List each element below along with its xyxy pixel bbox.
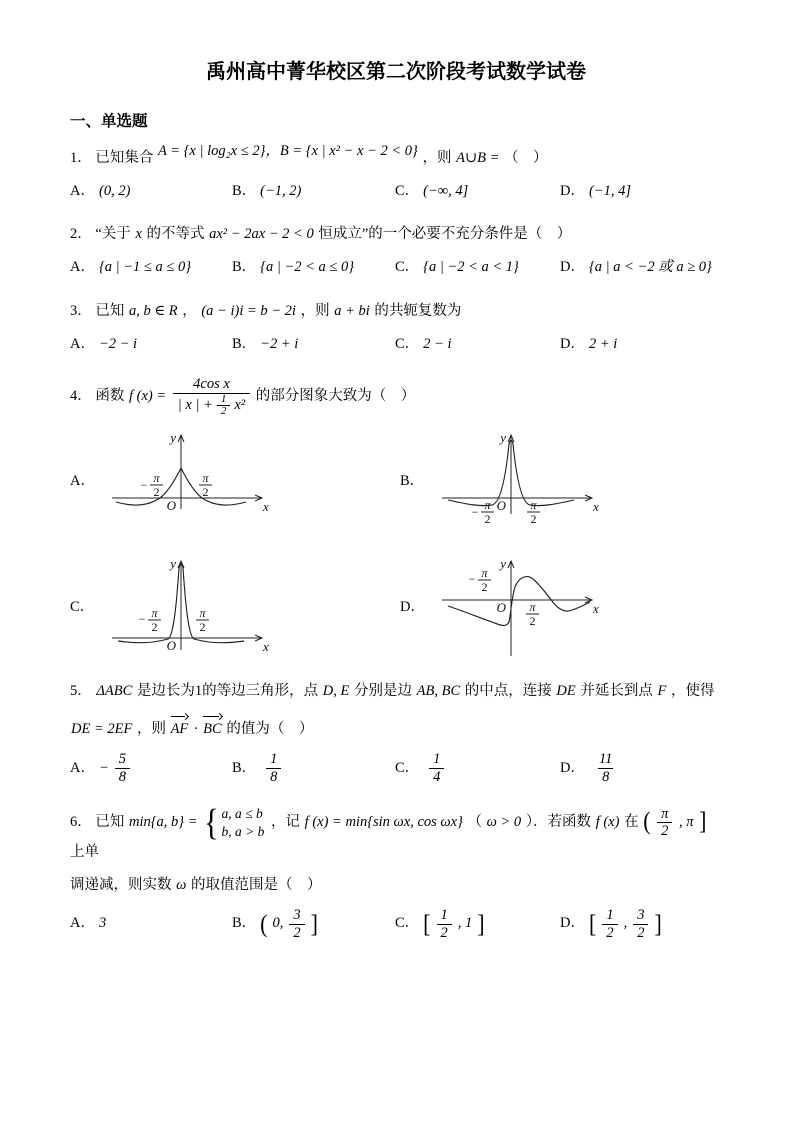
question-text: ，则 xyxy=(300,302,330,319)
tick-two: 2 xyxy=(202,484,209,499)
interval-close-bracket: ] xyxy=(699,806,707,836)
question-text: 分别是边 xyxy=(354,682,412,699)
tick-two: 2 xyxy=(153,484,160,499)
option-fraction xyxy=(115,751,130,785)
origin-label: O xyxy=(496,497,506,513)
open-bracket: [ xyxy=(588,909,597,938)
question-3 xyxy=(70,300,722,323)
option-label: D． xyxy=(560,335,585,352)
question-2 xyxy=(70,223,722,246)
q1-option-b xyxy=(232,180,395,203)
question-text: ，则 xyxy=(136,720,166,737)
question-number: 5． xyxy=(70,682,92,699)
cases-brace: { xyxy=(204,801,219,843)
question-text: ，则 xyxy=(422,149,452,166)
page-title: 禹州高中菁华校区第二次阶段考试数学试卷 xyxy=(206,61,586,83)
tick-pi: π xyxy=(153,470,160,485)
fraction-denominator: 2 xyxy=(602,924,617,942)
q4-half-den: 2 xyxy=(217,405,231,418)
option-value: {a | −1 ≤ a ≤ 0} xyxy=(98,259,192,276)
question-text: 的取值范围是（ ） xyxy=(191,876,322,893)
q3-target: a + bi xyxy=(334,302,370,319)
fraction-numerator: 1 xyxy=(270,751,278,768)
origin-label: O xyxy=(496,599,506,615)
x-axis-label: x xyxy=(593,600,599,616)
q4-fraction xyxy=(173,376,250,418)
option-value: (−∞, 4] xyxy=(423,182,469,199)
tick-pi: π xyxy=(481,565,488,580)
option-value: 2 + i xyxy=(588,335,618,352)
question-text: “关于 xyxy=(95,226,131,243)
q3-given: a, b ∈ R xyxy=(129,302,178,319)
q5-option-d xyxy=(560,751,722,785)
case-top: a, a ≤ b xyxy=(221,806,263,822)
fraction-denominator: 8 xyxy=(115,768,130,786)
q6-options xyxy=(70,907,722,941)
option-label: B． xyxy=(232,915,257,932)
q1-option-c xyxy=(395,180,560,203)
q5-option-a xyxy=(70,751,232,785)
tick-pi: π xyxy=(202,470,209,485)
q4-den-xsq: x² xyxy=(234,397,246,414)
option-fraction xyxy=(595,751,616,785)
fraction-denominator: 2 xyxy=(437,924,452,942)
option-mid: , xyxy=(623,915,628,932)
option-label: C． xyxy=(395,759,420,776)
q4-graphs xyxy=(70,426,722,664)
fraction-numerator: 1 xyxy=(606,906,614,923)
question-text: 的中点，连接 xyxy=(464,682,552,699)
y-axis-label: y xyxy=(500,555,506,571)
q5-option-c xyxy=(395,751,560,785)
fraction-denominator: 2 xyxy=(289,924,304,942)
question-4 xyxy=(70,376,722,418)
option-label: C． xyxy=(395,335,420,352)
option-pre: 0, xyxy=(272,915,284,932)
x-axis-label: x xyxy=(263,638,269,654)
tick-pi: π xyxy=(199,605,206,620)
option-value: {a | a < −2 或 a ≥ 0} xyxy=(588,259,712,276)
q4-fx: f (x) = xyxy=(129,388,167,405)
option-label: C． xyxy=(395,182,420,199)
q5-equation: DE = 2EF xyxy=(71,720,133,737)
graph-c xyxy=(106,552,271,664)
tick-two: 2 xyxy=(151,619,158,634)
option-label: B． xyxy=(232,335,257,352)
section-header: 一、单选题 xyxy=(70,113,148,130)
q5-option-b xyxy=(232,751,395,785)
tick-two: 2 xyxy=(530,511,537,526)
option-fraction xyxy=(289,907,304,941)
question-number: 1． xyxy=(70,149,92,166)
q6-min-def: min{a, b} = xyxy=(129,814,198,831)
q6-fx: f (x) xyxy=(595,814,620,831)
q3-option-a xyxy=(70,333,232,356)
tick-two: 2 xyxy=(529,613,536,628)
open-bracket: [ xyxy=(423,909,431,938)
q1-option-d xyxy=(560,180,722,203)
fraction-numerator: 1 xyxy=(433,751,441,768)
q4-den-abs: | x | + xyxy=(177,397,213,414)
q2-var-x: x xyxy=(135,226,142,243)
question-text: ，使得 xyxy=(670,682,715,699)
q2-option-b xyxy=(232,256,395,279)
option-label: B． xyxy=(232,759,257,776)
q6-option-b xyxy=(232,907,395,941)
tick-two: 2 xyxy=(484,511,491,526)
vector-bc: BC xyxy=(203,718,222,741)
close-bracket: ] xyxy=(654,909,662,938)
question-text: 的共轭复数为 xyxy=(374,302,462,319)
option-value: −2 + i xyxy=(260,335,299,352)
tick-pi: π xyxy=(484,497,491,512)
option-label: A． xyxy=(70,915,95,932)
graph-b-cell xyxy=(400,426,722,538)
q5-segment: DE xyxy=(556,682,576,699)
option-value: (−1, 4] xyxy=(588,182,631,199)
option-label: A． xyxy=(70,259,95,276)
close-bracket: ] xyxy=(477,909,485,938)
question-text: 函数 xyxy=(95,388,125,405)
answer-blank: （ ） xyxy=(504,149,548,166)
question-text: ）．若函数 xyxy=(525,814,592,831)
graph-b xyxy=(436,426,601,538)
graph-label: D． xyxy=(400,599,425,616)
question-text: 恒成立”的一个必要不充分条件是（ ） xyxy=(318,226,572,243)
q4-half-num: 1 xyxy=(220,392,227,405)
question-text: （ xyxy=(467,814,483,831)
tick-two: 2 xyxy=(481,579,488,594)
tick-pi: π xyxy=(151,605,158,620)
option-label: B． xyxy=(232,182,257,199)
graph-c-cell xyxy=(70,552,400,664)
graph-d xyxy=(436,552,601,664)
q5-sides: AB, BC xyxy=(416,682,461,699)
fraction-denominator: 2 xyxy=(657,822,672,840)
option-label: C． xyxy=(395,259,420,276)
q3-option-c xyxy=(395,333,560,356)
origin-label: O xyxy=(166,497,176,513)
q3-options xyxy=(70,333,722,356)
case-bottom: b, a > b xyxy=(221,823,265,839)
question-6-line2 xyxy=(70,874,722,897)
option-fraction xyxy=(437,907,452,941)
q5-options xyxy=(70,751,722,785)
q4-denominator xyxy=(173,393,250,418)
question-text: 的不等式 xyxy=(146,226,205,243)
q1-options xyxy=(70,180,722,203)
option-label: D． xyxy=(560,259,585,276)
question-text: 已知 xyxy=(95,302,125,319)
q2-options xyxy=(70,256,722,279)
graph-label: A． xyxy=(70,473,95,490)
option-label: B． xyxy=(232,259,257,276)
tick-minus: − xyxy=(138,611,146,626)
graph-label: B． xyxy=(400,473,425,490)
dot-operator: · xyxy=(193,720,198,737)
tick-minus: − xyxy=(140,477,148,492)
fraction-denominator: 4 xyxy=(429,768,444,786)
cases-rows xyxy=(221,805,266,840)
q1-set-formula: A = {x | log₂x ≤ 2}，B = {x | x² − x − 2 < 0} xyxy=(158,142,418,159)
option-mid: , 1 xyxy=(457,915,473,932)
fraction-denominator: 2 xyxy=(633,924,648,942)
option-fraction xyxy=(429,751,444,785)
y-axis-label: y xyxy=(500,429,506,445)
graph-a-cell xyxy=(70,426,400,538)
fraction-numerator: π xyxy=(661,805,669,822)
q2-option-c xyxy=(395,256,560,279)
question-number: 4． xyxy=(70,388,92,405)
option-label: C． xyxy=(395,915,420,932)
interval-open-paren: ( xyxy=(643,806,651,836)
question-5-line2 xyxy=(70,715,722,741)
interval-mid: , π xyxy=(679,814,694,831)
x-axis-label: x xyxy=(263,498,269,514)
option-label: A． xyxy=(70,759,95,776)
option-value: −2 − i xyxy=(98,335,138,352)
graph-a xyxy=(106,426,271,538)
option-label: A． xyxy=(70,182,95,199)
q6-f-def: f (x) = min{sin ωx, cos ωx} xyxy=(304,814,463,831)
fraction-denominator: 8 xyxy=(598,768,613,786)
option-value: 2 − i xyxy=(423,335,452,352)
option-value: (0, 2) xyxy=(98,182,131,199)
question-text: 上单 xyxy=(70,843,99,860)
tick-two: 2 xyxy=(199,619,206,634)
y-axis-label: y xyxy=(170,555,176,571)
question-6 xyxy=(70,801,722,863)
tick-minus: − xyxy=(471,504,479,519)
question-1 xyxy=(70,142,722,170)
option-fraction xyxy=(266,751,281,785)
graph-label: C． xyxy=(70,599,95,616)
q6-omega-cond: ω > 0 xyxy=(486,814,522,831)
option-value: 3 xyxy=(98,915,107,932)
q6-cases xyxy=(204,801,265,843)
question-text: 调递减，则实数 xyxy=(70,876,172,893)
q2-inequality: ax² − 2ax − 2 < 0 xyxy=(209,226,314,243)
origin-label: O xyxy=(166,637,176,653)
option-fraction xyxy=(633,907,648,941)
question-number: 2． xyxy=(70,226,92,243)
q5-triangle: ΔABC xyxy=(96,682,133,699)
question-text: 已知 xyxy=(95,814,125,831)
q6-option-a xyxy=(70,912,232,935)
q3-option-d xyxy=(560,333,722,356)
question-text: 是边长为1的等边三角形，点 xyxy=(136,682,319,699)
q6-option-c xyxy=(395,907,560,941)
question-text: 已知集合 xyxy=(95,149,154,166)
q2-option-a xyxy=(70,256,232,279)
fraction-numerator: 3 xyxy=(637,906,645,923)
tick-pi: π xyxy=(530,497,537,512)
x-axis-label: x xyxy=(593,498,599,514)
y-axis-label: y xyxy=(170,429,176,445)
question-text: 的部分图象大致为（ ） xyxy=(255,388,416,405)
question-5 xyxy=(70,680,722,703)
tick-pi: π xyxy=(529,599,536,614)
fraction-numerator: 3 xyxy=(293,906,301,923)
fraction-numerator: 11 xyxy=(598,751,613,768)
q3-equation: (a − i)i = b − 2i xyxy=(201,302,296,319)
interval-fraction xyxy=(657,806,672,840)
fraction-denominator: 8 xyxy=(266,768,281,786)
option-value: (−1, 2) xyxy=(260,182,302,199)
question-text: ，记 xyxy=(271,814,301,831)
option-label: D． xyxy=(560,759,585,776)
vector-af: AF xyxy=(171,718,189,741)
fraction-sign: − xyxy=(98,759,109,776)
graph-d-cell xyxy=(400,552,722,664)
tick-minus: − xyxy=(468,571,476,586)
question-text: 的值为（ ） xyxy=(226,720,314,737)
q4-half-fraction xyxy=(217,394,231,418)
q1-option-a xyxy=(70,180,232,203)
open-paren: ( xyxy=(260,909,268,938)
question-text: ， xyxy=(182,302,197,319)
close-bracket: ] xyxy=(310,909,318,938)
fraction-numerator: 1 xyxy=(440,906,448,923)
option-label: D． xyxy=(560,915,585,932)
q5-point-f: F xyxy=(657,682,667,699)
question-number: 6． xyxy=(70,814,92,831)
option-value: {a | −2 < a < 1} xyxy=(423,259,519,276)
q5-points: D, E xyxy=(322,682,350,699)
q1-union-formula: A∪B = xyxy=(456,149,500,166)
option-label: D． xyxy=(560,182,585,199)
option-value: {a | −2 < a ≤ 0} xyxy=(260,259,355,276)
q3-option-b xyxy=(232,333,395,356)
option-label: A． xyxy=(70,335,95,352)
q2-option-d xyxy=(560,256,722,279)
q6-omega: ω xyxy=(176,876,187,893)
q6-option-d xyxy=(560,907,722,941)
question-text: 并延长到点 xyxy=(580,682,653,699)
fraction-numerator: 5 xyxy=(118,751,127,768)
question-text: 在 xyxy=(624,814,639,831)
question-number: 3． xyxy=(70,302,92,319)
option-fraction xyxy=(602,907,617,941)
q4-numerator: 4cos x xyxy=(193,375,230,392)
